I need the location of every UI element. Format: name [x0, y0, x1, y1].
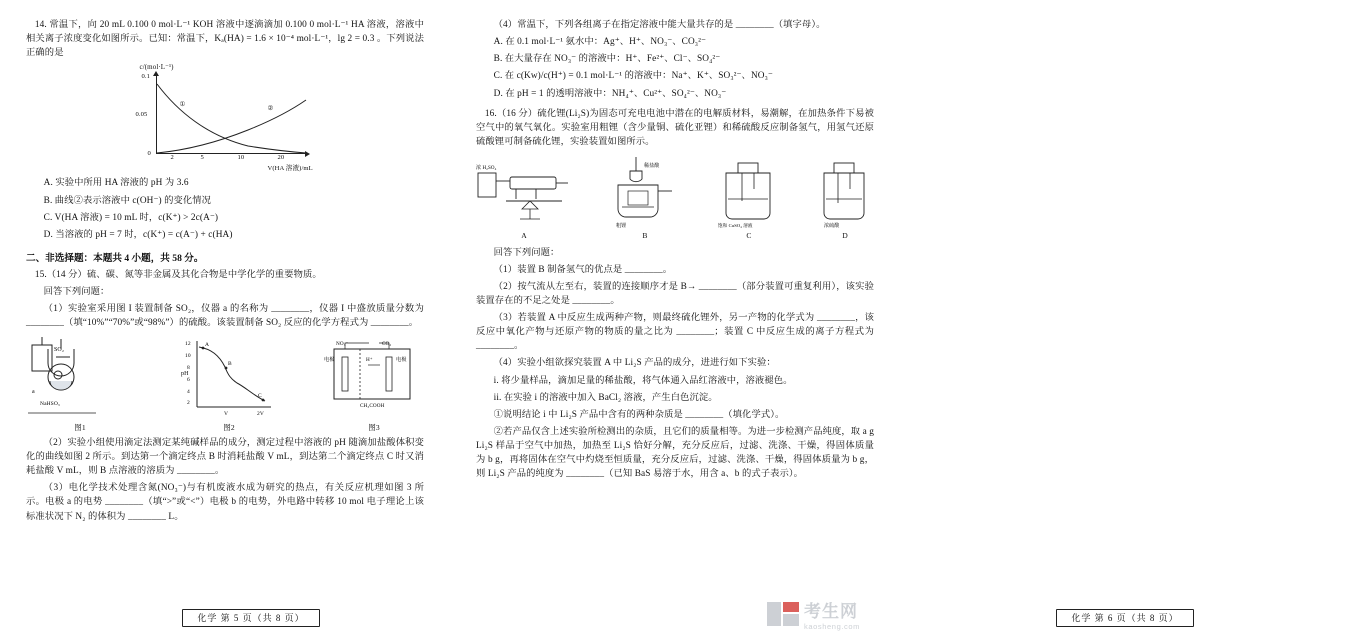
- question-16: [476, 107, 874, 482]
- chart-xtick-1: 5: [200, 154, 204, 162]
- right-column: [450, 18, 1179, 637]
- apparatus-c-label: C: [746, 231, 752, 240]
- watermark-subtitle: kaosheng.com: [804, 622, 860, 631]
- svg-text:粗锂: 粗锂: [616, 224, 627, 229]
- question-15-part4: [476, 18, 874, 101]
- question-15-part4-option-c: C. 在 c(Kw)/c(H⁺) = 0.1 mol·L⁻¹ 的溶液中：Na⁺、K⁺、SO₃²⁻、NO₃⁻: [493, 71, 773, 82]
- question-14: [26, 18, 424, 242]
- question-16-line-7: ①说明结论 i 中 Li₂S 产品中含有的两种杂质是 ________（填化学式）。: [493, 409, 785, 420]
- question-16-line-3: （3）若装置 A 中反应生成两种产物，则最终硫化锂外，另一产物的化学式为 ________，该反应中氧化产物与还原产物的物质的量之比为 ________；装置 C 中反应生成的离子方程式为 ________。: [476, 313, 874, 352]
- question-14-option-c: C. V(HA 溶液) = 10 mL 时，c(K⁺) > 2c(A⁻): [43, 212, 219, 223]
- svg-text:a: a: [32, 389, 35, 396]
- figure-3-caption: 图3: [368, 423, 380, 433]
- question-14-option-d: D. 当溶液的 pH = 7 时，c(K⁺) = c(A⁻) + c(HA): [43, 229, 233, 240]
- svg-text:8: 8: [187, 365, 190, 372]
- figure-3: [324, 335, 424, 434]
- question-16-line-6: ii. 在实验 i 的溶液中加入 BaCl₂ 溶液，产生白色沉淀。: [493, 392, 718, 403]
- apparatus-c: [718, 155, 780, 242]
- chart-ytick-1: 0.05: [135, 111, 148, 119]
- apparatus-b-label: B: [642, 231, 648, 240]
- left-column: [26, 18, 450, 637]
- question-16-line-4: （4）实验小组欲探究装置 A 中 Li₂S 产品的成分，进进行如下实验：: [493, 358, 776, 369]
- footer-left: [26, 609, 476, 627]
- question-16-line-5: i. 将少量样品，滴加足量的稀盐酸，将气体通入品红溶液中，溶液褪色。: [493, 375, 793, 386]
- question-15-part4-option-a: A. 在 0.1 mol·L⁻¹ 氨水中：Ag⁺、H⁺、NO₃⁻、CO₃²⁻: [493, 37, 707, 48]
- chart-xtick-3: 20: [277, 154, 285, 162]
- chart-ytick-2: 0: [147, 150, 151, 158]
- svg-text:NO₃⁻: NO₃⁻: [336, 341, 349, 348]
- svg-text:V: V: [224, 411, 229, 418]
- apparatus-a-label: A: [521, 231, 527, 240]
- question-16-line-1: （1）装置 B 制备氢气的优点是 ________。: [493, 264, 673, 275]
- watermark-logo-icon: [766, 600, 800, 628]
- apparatus-d: [816, 155, 874, 242]
- svg-text:A: A: [205, 342, 210, 349]
- svg-text:2V: 2V: [257, 411, 264, 418]
- question-16-line-0: 回答下列问题：: [493, 247, 560, 258]
- apparatus-d-label: D: [842, 231, 848, 240]
- figure-1-caption: 图1: [74, 423, 86, 433]
- figure-2-caption: 图2: [223, 423, 235, 433]
- svg-text:CH₃COOH: CH₃COOH: [360, 403, 385, 410]
- question-15-part4-stem: （4）常温下，下列各组离子在指定溶液中能大量共存的是 ________（填字母）。: [493, 20, 826, 30]
- question-15-stem: 15.（14 分）硫、碳、氮等非金属及其化合物是中学化学的重要物质。: [34, 269, 322, 280]
- question-14-stem: 14. 常温下，向 20 mL 0.100 0 mol·L⁻¹ KOH 溶液中逐滴滴加 0.100 0 mol·L⁻¹ HA 溶液，溶液中相关离子浓度变化如图所示。已知：常温下，Kₐ(HA) = 1.6 × 10⁻⁴ mol·L⁻¹，lg 2 = 0.3 。下列说法正确的是: [26, 20, 424, 59]
- question-15-line-0: 回答下列问题：: [43, 287, 110, 297]
- watermark: [766, 597, 860, 631]
- question-16-stem: 16.（16 分）硫化锂(Li₂S)为固态可充电电池中潜在的电解质材料，易潮解，在加热条件下易被空气中的氧气氧化。实验室用粗锂（含少量铜、硫化亚锂）和稀硫酸反应制备氢气，用氢气还原硫酸锂可制备硫化锂，实验装置如图所示。: [476, 108, 874, 147]
- question-16-apparatus: [476, 155, 874, 242]
- question-16-line-8: ②若产品仅含上述实验所检测出的杂质，且它们的质量相等。为进一步检测产品纯度，取 a g Li₂S 样品于空气中加热，加热至 Li₂S 恰好分解，充分反应后，过滤、洗涤、干燥，得固体质量为 b g，再将固体在空气中灼烧至恒质量，充分反应后，过滤、洗涤、干燥，得固体质量为 b g，则 Li₂S 产品的纯度为 ________（已知 BaS 易溶于水，用含 a、b 的式子表示）。: [476, 426, 874, 480]
- svg-text:6: 6: [187, 377, 190, 384]
- question-15-part4-option-d: D. 在 pH = 1 的透明溶液中：NH₄⁺、Cu²⁺、SO₄²⁻、NO₃⁻: [493, 88, 727, 99]
- svg-text:10: 10: [185, 353, 191, 360]
- question-14-option-a: A. 实验中所用 HA 溶液的 pH 为 3.6: [43, 178, 189, 189]
- svg-text:稀盐酸: 稀盐酸: [644, 164, 660, 169]
- svg-text:B: B: [228, 361, 232, 368]
- svg-text:浓 H₂SO₄: 浓 H₂SO₄: [476, 166, 497, 171]
- question-15-figures: [26, 335, 424, 434]
- question-15-part4-option-b: B. 在大量存在 NO₃⁻ 的溶液中：H⁺、Fe²⁺、Cl⁻、SO₄²⁻: [493, 54, 721, 65]
- chart-curve-label-1: ①: [179, 101, 186, 109]
- question-15-line-3: （3）电化学技术处理含氮(NO₃⁻)与有机废液水成为研究的热点，有关反应机理如图 3 所示。电极 a 的电势 ________（填“>”或“<”）电极 b 的电势，外电路中转移 10 mol 电子理论上该标准状况下 N₂ 的体积为 ________ L。: [26, 483, 424, 522]
- chart-curve-label-2: ②: [267, 105, 274, 113]
- svg-text:饱和 CuSO₄ 溶液: 饱和 CuSO₄ 溶液: [718, 223, 753, 228]
- svg-text:CO₂: CO₂: [382, 341, 392, 348]
- chart-xtick-2: 10: [237, 154, 245, 162]
- question-15-line-2: （2）实验小组使用滴定法测定某纯碱样品的成分，测定过程中溶液的 pH 随滴加盐酸体积变化的曲线如图 2 所示。到达第一个滴定终点 B 时消耗盐酸 V mL，到达第二个滴定终点 C 时又消耗盐酸 V mL，则 B 点溶液的溶质为 ________。: [26, 437, 424, 477]
- svg-text:pH: pH: [181, 371, 189, 378]
- question-15-line-1: （1）实验室采用图 I 装置制备 SO₂，仪器 a 的名称为 ________，仪器 I 中盛放质量分数为 ________（填“10%”“70%”或“98%”）的硫酸。该装置制备 SO₂ 反应的化学方程式为 ________。: [26, 304, 424, 329]
- svg-text:浓硫酸: 浓硫酸: [824, 224, 840, 229]
- svg-text:电极: 电极: [324, 357, 335, 364]
- question-16-line-2: （2）按气流从左至右，装置的连接顺序才是 B→ ________（部分装置可重复利用），该实验装置存在的不足之处是 ________。: [476, 281, 874, 306]
- footer-left-text: 化学 第 5 页（共 8 页）: [182, 609, 319, 627]
- question-15: [26, 268, 424, 524]
- footer-right-text: 化学 第 6 页（共 8 页）: [1056, 609, 1193, 627]
- chart-xtick-0: 2: [170, 154, 174, 162]
- svg-text:H⁺: H⁺: [366, 357, 373, 364]
- svg-text:电极: 电极: [396, 357, 407, 364]
- figure-2: [179, 335, 279, 434]
- svg-text:12: 12: [185, 341, 191, 348]
- section-2-title: 二、非选择题：本题共 4 小题，共 58 分。: [26, 252, 204, 264]
- footer-right: [900, 609, 1350, 627]
- svg-text:C: C: [258, 393, 262, 400]
- figure-1: [26, 335, 134, 434]
- svg-text:2: 2: [187, 400, 190, 407]
- question-14-chart: [118, 64, 333, 172]
- question-14-option-b: B. 曲线②表示溶液中 c(OH⁻) 的变化情况: [43, 195, 212, 206]
- chart-ytick-0: 0.1: [141, 73, 151, 81]
- watermark-text-block: [804, 597, 860, 631]
- apparatus-b: [608, 155, 682, 242]
- chart-y-axis: [156, 76, 157, 154]
- chart-xlabel: V(HA 溶液)/mL: [267, 165, 313, 173]
- svg-text:SO₂: SO₂: [54, 347, 65, 354]
- apparatus-a: [476, 155, 572, 242]
- svg-text:4: 4: [187, 389, 190, 396]
- svg-text:NaHSO₃: NaHSO₃: [40, 401, 60, 408]
- chart-ylabel: c/(mol·L⁻¹): [139, 63, 174, 72]
- watermark-title: 考生网: [804, 602, 859, 621]
